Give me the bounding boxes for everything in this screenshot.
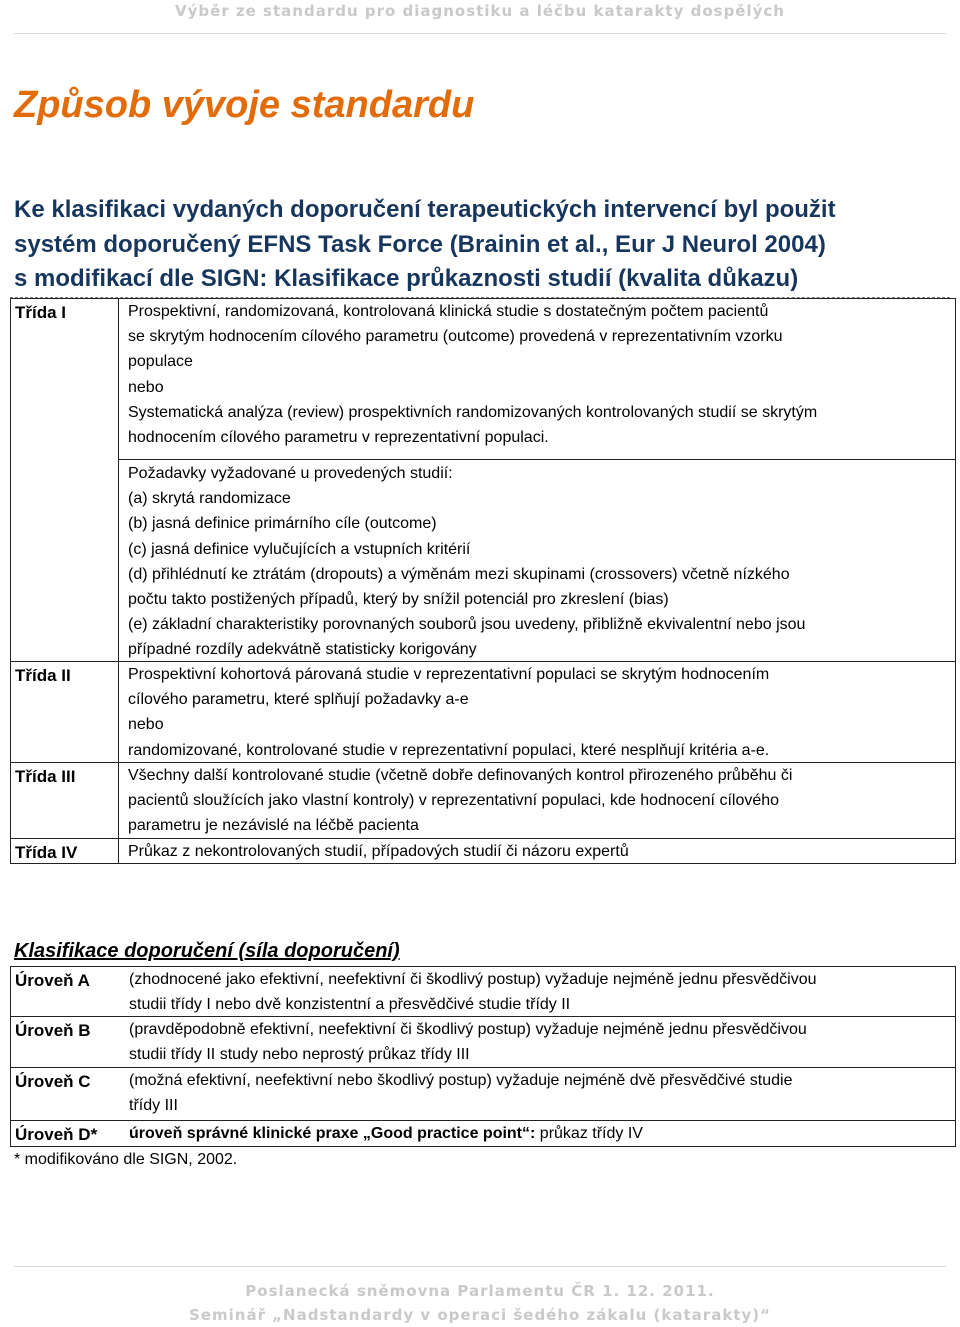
page-title: Způsob vývoje standardu [14, 84, 475, 126]
text-line: (zhodnocené jako efektivní, neefektivní či škodlivý postup) vyžaduje nejméně jednu přesvědčivou [129, 971, 817, 988]
recommendation-table [10, 966, 956, 1147]
text-line: randomizované, kontrolované studie v reprezentativní populaci, které nesplňují kritéria a-e. [128, 741, 770, 759]
class-description [128, 662, 950, 763]
class-label: Třída I [15, 303, 67, 322]
class-label: Třída II [15, 666, 71, 685]
evidence-class-table [10, 298, 956, 864]
text-line: (pravděpodobně efektivní, neefektivní či škodlivý postup) vyžaduje nejméně jednu přesvědčivou [129, 1021, 807, 1038]
text-line: Všechny další kontrolované studie (včetně dobře definovaných kontrol přirozeného průběhu či [128, 767, 793, 784]
section-title: Klasifikace doporučení (síla doporučení) [14, 940, 400, 962]
intro-paragraph [14, 193, 946, 297]
table-border [955, 298, 956, 864]
text-line: Prospektivní, randomizovaná, kontrolovaná klinická studie s dostatečným počtem pacientů [128, 303, 769, 320]
good-practice-heading: úroveň správné klinické praxe „Good practice point“: [129, 1125, 536, 1142]
text-line: Systematická analýza (review) prospektivních randomizovaných kontrolovaných studií se skrytým [128, 403, 818, 421]
level-label: Úroveň A [15, 971, 90, 990]
table-border [118, 298, 119, 864]
class-description [128, 299, 950, 450]
text-line: (e) základní charakteristiky porovnaných souborů jsou uvedeny, přibližně ekvivalentní nebo jsou [128, 616, 806, 634]
footer-line: Seminář „Nadstandardy v operaci šedého zákalu (katarakty)“ [189, 1306, 771, 1324]
text-line: Prospektivní kohortová párovaná studie v reprezentativní populaci se skrytým hodnocením [128, 666, 770, 683]
text-line: se skrytým hodnocením cílového parametru (outcome) provedená v reprezentativním vzorku [128, 328, 783, 346]
text-line: nebo [128, 378, 164, 396]
level-description [129, 967, 951, 1017]
text-line: studii třídy I nebo dvě konzistentní a přesvědčivé studie třídy II [129, 996, 571, 1014]
text-line: cílového parametru, které splňují požadavky a-e [128, 691, 469, 709]
class-label: Třída IV [15, 843, 78, 862]
text-line: (c) jasná definice vylučujících a vstupních kritérií [128, 540, 471, 558]
level-description [129, 1121, 951, 1146]
intro-line: s modifikací dle SIGN: Klasifikace průkaznosti studií (kvalita důkazu) [14, 265, 799, 292]
text-line: parametru je nezávislé na léčbě pacienta [128, 817, 419, 835]
text-line: počtu takto postižených případů, který by snížil potenciál pro zkreslení (bias) [128, 591, 669, 609]
level-label: Úroveň C [15, 1072, 91, 1091]
footer-divider [14, 1266, 946, 1267]
text-line: pacientů sloužících jako vlastní kontroly) v reprezentativní populaci, kde hodnocení cílového [128, 792, 780, 810]
level-label: Úroveň D* [15, 1125, 98, 1144]
level-description [129, 1017, 951, 1067]
table-border [10, 298, 11, 864]
class-description [128, 839, 950, 864]
footnote: * modifikováno dle SIGN, 2002. [14, 1151, 238, 1168]
text-line: hodnocením cílového parametru v reprezentativní populaci. [128, 429, 549, 447]
footer-line: Poslanecká sněmovna Parlamentu ČR 1. 12. 2011. [245, 1282, 715, 1300]
class-label: Třída III [15, 767, 76, 786]
text-line: (d) přihlédnutí ke ztrátám (dropouts) a výměnám mezi skupinami (crossovers) včetně nízkého [128, 565, 790, 583]
text-line: (b) jasná definice primárního cíle (outcome) [128, 515, 437, 533]
header-divider [14, 33, 946, 34]
intro-line: systém doporučený EFNS Task Force (Brainin et al., Eur J Neurol 2004) [14, 230, 826, 258]
running-header: Výběr ze standardu pro diagnostiku a léčbu katarakty dospělých [175, 2, 785, 20]
level-description [129, 1068, 951, 1118]
text-line: Průkaz z nekontrolovaných studií, případových studií či názoru expertů [128, 843, 629, 860]
text-line: případné rozdíly adekvátně statisticky korigovány [128, 641, 477, 659]
table-border [118, 459, 956, 460]
requirements-list [128, 461, 950, 663]
text-line: nebo [128, 716, 164, 734]
level-label: Úroveň B [15, 1021, 91, 1040]
class-description [128, 763, 950, 839]
text-line: populace [128, 353, 193, 371]
text-line: Požadavky vyžadované u provedených studií: [128, 465, 453, 482]
intro-line: Ke klasifikaci vydaných doporučení terapeutických intervencí byl použit [14, 196, 836, 223]
text-line: třídy III [129, 1097, 178, 1115]
text-line: (a) skrytá randomizace [128, 490, 291, 508]
page-footer [0, 1279, 960, 1327]
text-line: (možná efektivní, neefektivní nebo škodlivý postup) vyžaduje nejméně dvě přesvědčivé studie [129, 1072, 793, 1089]
text-line: studii třídy II study nebo neprostý průkaz třídy III [129, 1046, 470, 1064]
good-practice-text: průkaz třídy IV [535, 1125, 643, 1142]
